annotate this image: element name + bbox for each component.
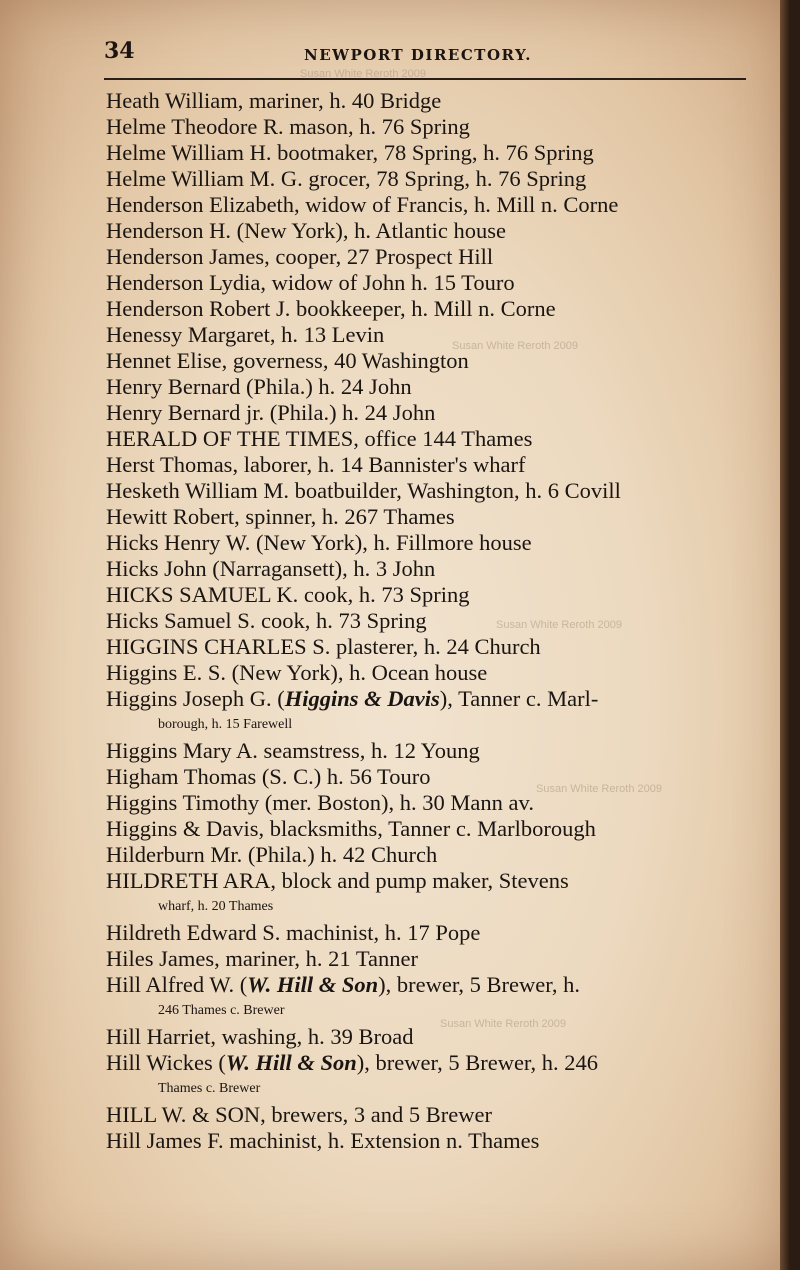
entry-text: Hildreth Edward S. machinist, h. 17 Pope [106, 920, 481, 945]
entry-text: HERALD OF THE TIMES, office 144 Thames [106, 426, 533, 451]
directory-entry [106, 478, 750, 504]
entry-text: Higgins Timothy (mer. Boston), h. 30 Mann av. [106, 790, 534, 815]
entry-text: HIGGINS CHARLES S. plasterer, h. 24 Church [106, 634, 541, 659]
entry-text: Hesketh William M. boatbuilder, Washington, h. 6 Covill [106, 478, 621, 503]
entry-text: Hicks Samuel S. cook, h. 73 Spring [106, 608, 427, 633]
directory-entry [106, 946, 750, 972]
entry-continuation: 246 Thames c. Brewer [158, 1003, 285, 1018]
entry-text: Hill Harriet, washing, h. 39 Broad [106, 1024, 414, 1049]
entry-text: Higgins Mary A. seamstress, h. 12 Young [106, 738, 480, 763]
entry-text: Helme Theodore R. mason, h. 76 Spring [106, 114, 470, 139]
entry-continuation: wharf, h. 20 Thames [158, 899, 274, 914]
directory-entry [106, 1024, 750, 1050]
entry-text: Henry Bernard jr. (Phila.) h. 24 John [106, 400, 436, 425]
entry-text: Higham Thomas (S. C.) h. 56 Touro [106, 764, 431, 789]
entry-text: Hewitt Robert, spinner, h. 267 Thames [106, 504, 455, 529]
directory-entry [106, 868, 750, 920]
page-number: 34 [104, 38, 135, 64]
directory-entry [106, 244, 750, 270]
directory-entry [106, 972, 750, 1024]
directory-entry [106, 166, 750, 192]
directory-entry [106, 634, 750, 660]
directory-entry [106, 322, 750, 348]
directory-entry [106, 504, 750, 530]
directory-entries [106, 88, 750, 1154]
directory-entry [106, 686, 750, 738]
entry-text: Higgins & Davis, blacksmiths, Tanner c. Marlborough [106, 816, 596, 841]
entry-text: Helme William M. G. grocer, 78 Spring, h. 76 Spring [106, 166, 587, 191]
directory-entry [106, 816, 750, 842]
entry-text: Hiles James, mariner, h. 21 Tanner [106, 946, 419, 971]
directory-entry [106, 1128, 750, 1154]
directory-entry [106, 270, 750, 296]
directory-entry [106, 920, 750, 946]
directory-entry [106, 140, 750, 166]
directory-entry [106, 1102, 750, 1128]
directory-entry [106, 426, 750, 452]
watermark: Susan White Reroth 2009 [452, 340, 578, 352]
directory-entry [106, 400, 750, 426]
directory-entry [106, 452, 750, 478]
entry-text: HILDRETH ARA, block and pump maker, Stevens [106, 868, 569, 893]
entry-text: Henderson James, cooper, 27 Prospect Hill [106, 244, 494, 269]
entry-text: Hill James F. machinist, h. Extension n. Thames [106, 1128, 540, 1153]
directory-entry [106, 660, 750, 686]
entry-text: Henry Bernard (Phila.) h. 24 John [106, 374, 412, 399]
directory-entry [106, 738, 750, 764]
directory-entry [106, 530, 750, 556]
watermark: Susan White Reroth 2009 [440, 1018, 566, 1030]
watermark: Susan White Reroth 2009 [300, 68, 426, 80]
entry-text: Higgins Joseph G. ( [106, 686, 285, 711]
directory-entry [106, 842, 750, 868]
entry-firm-name: W. Hill & Son [247, 972, 379, 997]
entry-line [106, 1050, 750, 1076]
entry-text: Hill Wickes ( [106, 1050, 226, 1075]
directory-entry [106, 764, 750, 790]
entry-text: Hill Alfred W. ( [106, 972, 248, 997]
entry-text: Hennet Elise, governess, 40 Washington [106, 348, 469, 373]
entry-text: Henderson H. (New York), h. Atlantic house [106, 218, 506, 243]
directory-entry [106, 374, 750, 400]
page-binding [780, 0, 790, 1270]
entry-text: ), brewer, 5 Brewer, h. 246 [356, 1050, 599, 1075]
entry-text: HILL W. & SON, brewers, 3 and 5 Brewer [106, 1102, 492, 1127]
entry-text: Hicks Henry W. (New York), h. Fillmore house [106, 530, 532, 555]
entry-firm-name: Higgins & Davis [284, 686, 440, 711]
directory-entry [106, 582, 750, 608]
entry-text: Henessy Margaret, h. 13 Levin [106, 322, 385, 347]
entry-continuation: borough, h. 15 Farewell [158, 717, 293, 732]
entry-continuation: Thames c. Brewer [158, 1081, 261, 1096]
entry-firm-name: W. Hill & Son [225, 1050, 357, 1075]
directory-entry [106, 296, 750, 322]
directory-entry [106, 608, 750, 634]
directory-entry [106, 114, 750, 140]
entry-text: Henderson Lydia, widow of John h. 15 Touro [106, 270, 515, 295]
watermark: Susan White Reroth 2009 [496, 619, 622, 631]
directory-entry [106, 192, 750, 218]
entry-text: Hicks John (Narragansett), h. 3 John [106, 556, 436, 581]
entry-text: Henderson Elizabeth, widow of Francis, h. Mill n. Corne [106, 192, 619, 217]
directory-entry [106, 218, 750, 244]
running-title: NEWPORT DIRECTORY. [304, 46, 533, 64]
directory-entry [106, 556, 750, 582]
entry-text: ), brewer, 5 Brewer, h. [378, 972, 580, 997]
directory-entry [106, 1050, 750, 1102]
entry-text: Helme William H. bootmaker, 78 Spring, h. 76 Spring [106, 140, 594, 165]
entry-text: Herst Thomas, laborer, h. 14 Bannister's wharf [106, 452, 526, 477]
entry-text: HICKS SAMUEL K. cook, h. 73 Spring [106, 582, 470, 607]
directory-entry [106, 790, 750, 816]
entry-line [106, 972, 750, 998]
entry-text: Henderson Robert J. bookkeeper, h. Mill n. Corne [106, 296, 556, 321]
entry-text: Heath William, mariner, h. 40 Bridge [106, 88, 442, 113]
entry-text: ), Tanner c. Marl- [439, 686, 599, 711]
directory-entry [106, 348, 750, 374]
entry-line [106, 868, 750, 894]
directory-entry [106, 88, 750, 114]
entry-text: Hilderburn Mr. (Phila.) h. 42 Church [106, 842, 438, 867]
watermark: Susan White Reroth 2009 [536, 783, 662, 795]
entry-line [106, 686, 750, 712]
entry-text: Higgins E. S. (New York), h. Ocean house [106, 660, 488, 685]
